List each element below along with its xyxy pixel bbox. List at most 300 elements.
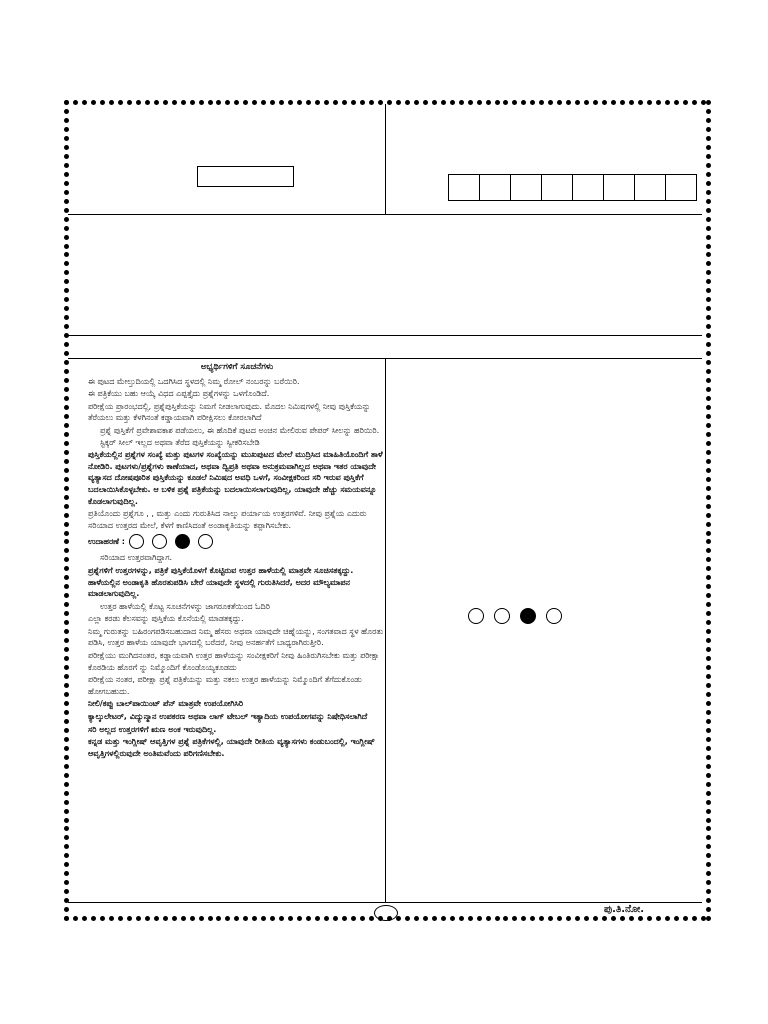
instruction-item: ಪರೀಕ್ಷೆಯ ನಂತರ, ಪರೀಕ್ಷಾ ಪ್ರಶ್ನೆ ಪತ್ರಿಕೆಯನ್ನು ಮತ್ತು ನಕಲು ಉತ್ತರ ಹಾಳೆಯನ್ನು ನಿಮ್ಮೊಂದಿಗೆ ತೆಗೆದುಕೊಂಡು ಹೋಗಬಹುದು. xyxy=(88,675,362,696)
border-dot xyxy=(706,746,711,751)
border-dot xyxy=(584,100,589,105)
border-dot xyxy=(706,665,711,670)
border-dot xyxy=(503,916,508,921)
border-dot xyxy=(530,916,535,921)
border-dot xyxy=(64,871,69,876)
border-dot xyxy=(64,199,69,204)
border-dot xyxy=(706,871,711,876)
border-dot xyxy=(145,916,150,921)
border-dot xyxy=(706,647,711,652)
border-dot xyxy=(64,127,69,132)
border-dot xyxy=(64,172,69,177)
border-dot xyxy=(548,916,553,921)
border-dot xyxy=(387,100,392,105)
border-dot xyxy=(279,916,284,921)
border-dot xyxy=(64,575,69,580)
border-dot xyxy=(656,916,661,921)
please-turn-over: ಪು.ತಿ.ನೋ. xyxy=(604,904,645,915)
border-dot xyxy=(64,593,69,598)
border-dot xyxy=(64,638,69,643)
border-dot xyxy=(706,504,711,509)
border-dot xyxy=(199,916,204,921)
example-bubble xyxy=(546,608,562,624)
border-dot xyxy=(64,235,69,240)
border-dot xyxy=(706,593,711,598)
border-dot xyxy=(706,244,711,249)
border-dot xyxy=(64,414,69,419)
border-dot xyxy=(706,342,711,347)
border-dot xyxy=(706,279,711,284)
border-dot xyxy=(306,916,311,921)
border-dot xyxy=(706,306,711,311)
example-note: ಸರಿಯಾದ ಉತ್ತರವಾಗಿದ್ದಾಗ. xyxy=(100,553,173,563)
border-dot xyxy=(468,916,473,921)
border-dot xyxy=(64,602,69,607)
border-dot xyxy=(64,477,69,482)
border-dot xyxy=(64,261,69,266)
border-dot xyxy=(620,100,625,105)
border-dot xyxy=(706,172,711,177)
border-dot xyxy=(100,916,105,921)
border-dot xyxy=(706,710,711,715)
border-dot xyxy=(127,916,132,921)
border-dot xyxy=(477,100,482,105)
border-dot xyxy=(324,100,329,105)
border-dot xyxy=(163,916,168,921)
roll-digit-box[interactable] xyxy=(511,175,542,200)
border-dot xyxy=(706,557,711,562)
border-dot xyxy=(64,620,69,625)
border-dot xyxy=(706,683,711,688)
border-dot xyxy=(64,378,69,383)
border-dot xyxy=(118,916,123,921)
border-dot xyxy=(706,800,711,805)
border-dot xyxy=(136,916,141,921)
border-dot xyxy=(360,100,365,105)
border-dot xyxy=(64,531,69,536)
roll-digit-box[interactable] xyxy=(666,175,696,200)
border-dot xyxy=(100,100,105,105)
roll-digit-box[interactable] xyxy=(542,175,573,200)
border-dot xyxy=(706,674,711,679)
border-dot xyxy=(64,853,69,858)
border-dot xyxy=(64,145,69,150)
border-dot xyxy=(706,826,711,831)
page-number-oval xyxy=(374,905,398,921)
border-dot xyxy=(109,916,114,921)
border-dot xyxy=(64,190,69,195)
border-dot xyxy=(706,764,711,769)
border-dot xyxy=(602,916,607,921)
border-dot xyxy=(706,288,711,293)
border-dot xyxy=(64,764,69,769)
border-dot xyxy=(706,844,711,849)
border-dot xyxy=(64,692,69,697)
border-dot xyxy=(521,100,526,105)
border-dot xyxy=(225,916,230,921)
border-dot xyxy=(297,916,302,921)
border-dot xyxy=(414,916,419,921)
border-dot xyxy=(486,100,491,105)
border-dot xyxy=(64,423,69,428)
border-dot xyxy=(172,100,177,105)
border-dot xyxy=(706,755,711,760)
roll-digit-box[interactable] xyxy=(449,175,480,200)
border-dot xyxy=(91,100,96,105)
border-dot xyxy=(706,252,711,257)
border-dot xyxy=(706,728,711,733)
border-dot xyxy=(64,351,69,356)
border-dot xyxy=(64,656,69,661)
border-dot xyxy=(64,486,69,491)
border-dot xyxy=(64,880,69,885)
border-dot xyxy=(539,100,544,105)
border-dot xyxy=(706,835,711,840)
border-dot xyxy=(64,800,69,805)
border-dot xyxy=(64,513,69,518)
border-dot xyxy=(261,100,266,105)
border-dot xyxy=(432,916,437,921)
dotted-border-right xyxy=(706,100,714,922)
border-dot xyxy=(64,746,69,751)
border-dot xyxy=(706,575,711,580)
border-dot xyxy=(450,916,455,921)
border-dot xyxy=(64,728,69,733)
border-dot xyxy=(706,880,711,885)
border-dot xyxy=(163,100,168,105)
border-dot xyxy=(638,916,643,921)
border-dot xyxy=(64,862,69,867)
border-dot xyxy=(706,692,711,697)
border-dot xyxy=(64,566,69,571)
border-dot xyxy=(64,396,69,401)
border-dot xyxy=(593,916,598,921)
border-dot xyxy=(64,315,69,320)
border-dot xyxy=(270,916,275,921)
border-dot xyxy=(64,791,69,796)
roll-digit-box[interactable] xyxy=(573,175,604,200)
border-dot xyxy=(136,100,141,105)
border-dot xyxy=(575,916,580,921)
border-dot xyxy=(145,100,150,105)
instruction-item: ಕನ್ನಡ ಮತ್ತು ಇಂಗ್ಲೀಷ್ ಆವೃತ್ತಿಗಳ ಪ್ರಶ್ನೆ ಪತ್ರಿಕೆಗಳಲ್ಲಿ, ಯಾವುದೇ ರೀತಿಯ ವ್ಯತ್ಯಾಸಗಳು ಕಂಡುಬಂದಲ್ಲಿ, ಇಂಗ್ಲೀಷ್ ಆವೃತ್ತಿಗಳಲ್ಲಿರುವುದೇ ಅಂತಿಮವೆಂದು ಪರಿಗಣಿಸಬೇಕು. xyxy=(88,737,375,758)
border-dot xyxy=(495,916,500,921)
border-dot xyxy=(706,862,711,867)
border-dot xyxy=(477,916,482,921)
border-dot xyxy=(234,100,239,105)
border-dot xyxy=(441,100,446,105)
border-dot xyxy=(243,100,248,105)
border-dot xyxy=(216,916,221,921)
roll-digit-box[interactable] xyxy=(480,175,511,200)
instructions-title: ಅಭ್ಯರ್ಥಿಗಳಿಗೆ ಸೂಚನೆಗಳು xyxy=(200,362,274,372)
border-dot xyxy=(530,100,535,105)
border-dot xyxy=(683,100,688,105)
example-row xyxy=(88,534,386,549)
border-dot xyxy=(706,109,711,114)
border-dot xyxy=(64,279,69,284)
border-dot xyxy=(109,100,114,105)
border-dot xyxy=(64,441,69,446)
border-dot xyxy=(423,100,428,105)
border-dot xyxy=(706,782,711,787)
border-dot xyxy=(566,916,571,921)
border-dot xyxy=(468,100,473,105)
border-dot xyxy=(64,647,69,652)
border-dot xyxy=(190,916,195,921)
border-dot xyxy=(706,531,711,536)
border-dot xyxy=(638,100,643,105)
border-dot xyxy=(369,100,374,105)
border-dot xyxy=(432,100,437,105)
border-dot xyxy=(216,100,221,105)
border-dot xyxy=(64,701,69,706)
border-dot xyxy=(64,297,69,302)
border-dot xyxy=(324,916,329,921)
border-dot xyxy=(64,611,69,616)
border-dot xyxy=(706,853,711,858)
border-dot xyxy=(82,100,87,105)
border-dot xyxy=(64,450,69,455)
divider xyxy=(68,335,702,336)
border-dot xyxy=(73,100,78,105)
border-dot xyxy=(64,109,69,114)
border-dot xyxy=(252,916,257,921)
border-dot xyxy=(64,387,69,392)
border-dot xyxy=(706,199,711,204)
border-dot xyxy=(459,100,464,105)
border-dot xyxy=(64,782,69,787)
border-dot xyxy=(118,100,123,105)
border-dot xyxy=(692,916,697,921)
border-dot xyxy=(450,100,455,105)
border-dot xyxy=(64,154,69,159)
border-dot xyxy=(225,100,230,105)
border-dot xyxy=(351,100,356,105)
border-dot xyxy=(557,916,562,921)
border-dot xyxy=(486,916,491,921)
border-dot xyxy=(521,916,526,921)
border-dot xyxy=(261,916,266,921)
border-dot xyxy=(706,898,711,903)
border-dot xyxy=(414,100,419,105)
border-dot xyxy=(706,360,711,365)
border-dot xyxy=(64,306,69,311)
border-dot xyxy=(575,100,580,105)
border-dot xyxy=(706,405,711,410)
border-dot xyxy=(64,270,69,275)
border-dot xyxy=(172,916,177,921)
border-dot xyxy=(706,118,711,123)
border-dot xyxy=(706,611,711,616)
instruction-item: ನಿಮ್ಮ ಗುರುತನ್ನು ಬಹಿರಂಗಪಡಿಸಬಹುದಾದ ನಿಮ್ಮ ಹೆಸರು ಅಥವಾ ಯಾವುದೇ ಚಿಹ್ನೆಯನ್ನು, ಸಂಗತವಾದ ಸ್ಥಳ ಹೊರತು ಪಡಿಸಿ, ಉತ್ತರ ಹಾಳೆಯ ಯಾವುದೇ ಭಾಗದಲ್ಲಿ ಬರೆದರೆ, ನೀವು ಅನರ್ಹತೆಗೆ ಬಾಧ್ಯರಾಗಿರುತ್ತೀರಿ. xyxy=(88,626,384,648)
border-dot xyxy=(706,477,711,482)
example-bubble xyxy=(198,534,213,549)
border-dot xyxy=(706,154,711,159)
border-dot xyxy=(611,100,616,105)
instruction-item: ಕ್ಯಾಲ್ಕುಲೇಟರ್, ವಿದ್ಯುನ್ಮಾನ ಉಪಕರಣ ಅಥವಾ ಲಾಗ್ ಟೇಬಲ್ ಇತ್ಯಾದಿಯ ಉಪಯೋಗವನ್ನು ನಿಷೇಧಿಸಲಾಗಿದೆ xyxy=(88,712,368,722)
example-bubble-filled xyxy=(520,608,536,624)
border-dot xyxy=(611,916,616,921)
example-label: ಉದಾಹರಣೆ : xyxy=(88,537,125,547)
border-dot xyxy=(706,468,711,473)
border-dot xyxy=(181,916,186,921)
border-dot xyxy=(154,916,159,921)
border-dot xyxy=(706,261,711,266)
border-dot xyxy=(64,181,69,186)
border-dot xyxy=(199,100,204,105)
border-dot xyxy=(706,315,711,320)
border-dot xyxy=(706,450,711,455)
border-dot xyxy=(64,208,69,213)
border-dot xyxy=(647,100,652,105)
border-dot xyxy=(647,916,652,921)
border-dot xyxy=(64,405,69,410)
border-dot xyxy=(64,674,69,679)
divider xyxy=(68,214,702,215)
border-dot xyxy=(706,818,711,823)
border-dot xyxy=(279,100,284,105)
border-dot xyxy=(706,270,711,275)
instruction-item: ಪುಸ್ತಿಕೆಯಲ್ಲಿನ ಪ್ರಶ್ನೆಗಳ ಸಂಖ್ಯೆ ಮತ್ತು ಪುಟಗಳ ಸಂಖ್ಯೆಯನ್ನು ಮುಖಪುಟದ ಮೇಲೆ ಮುದ್ರಿಸಿದ ಮಾಹಿತಿಯೊಂದಿಗೆ ತಾಳೆ ನೋಡಿರಿ. ಪುಟಗಳು/ಪ್ರಶ್ನೆಗಳು ಕಾಣೆಯಾದ, ಅಥವಾ ದ್ವಿಪ್ರತಿ ಅಥವಾ ಅನುಕ್ರಮವಾಗಿಲ್ಲದ ಅಥವಾ ಇತರ ಯಾವುದೇ ವ್ಯತ್ಯಾಸದ ದೋಷಪೂರಿತ ಪುಸ್ತಿಕೆಯನ್ನು ಕೂಡಲೆ ನಿಮಿಷದ ಅವಧಿ ಒಳಗೆ, ಸಂವೀಕ್ಷಕರಿಂದ ಸರಿ ಇರುವ ಪುಸ್ತಿಕೆಗೆ ಬದಲಾಯಿಸಿಕೊಳ್ಳಬೇಕು. ಆ ಬಳಿಕ ಪ್ರಶ್ನೆ ಪತ್ರಿಕೆಯನ್ನು ಬದಲಾಯಿಸಲಾಗುವುದಿಲ್ಲ, ಯಾವುದೇ ಹೆಚ್ಚು ಸಮಯವನ್ನೂ ಕೊಡಲಾಗುವುದಿಲ್ಲ. xyxy=(88,450,383,506)
border-dot xyxy=(64,432,69,437)
dotted-border-left xyxy=(64,100,72,922)
border-dot xyxy=(706,145,711,150)
border-dot xyxy=(64,136,69,141)
border-dot xyxy=(706,423,711,428)
border-dot xyxy=(396,100,401,105)
border-dot xyxy=(503,100,508,105)
border-dot xyxy=(64,916,69,921)
border-dot xyxy=(706,737,711,742)
border-dot xyxy=(181,100,186,105)
border-dot xyxy=(64,459,69,464)
border-dot xyxy=(154,100,159,105)
instruction-item: ಪ್ರತಿಯೊಂದು ಪ್ರಶ್ನೆಗೂ , , ಮತ್ತು ಎಂದು ಗುರುತಿಸಿದ ನಾಲ್ಕು ಪರ್ಯಾಯ ಉತ್ತರಗಳಿವೆ. ನೀವು ಪ್ರಶ್ನೆಯ ಎದುರು ಸರಿಯಾದ ಉತ್ತರದ ಮೇಲೆ, ಕೆಳಗೆ ಕಾಣಿಸಿದಂತೆ ಅಂಡಾಕೃತಿಯನ್ನು ಕಪ್ಪಾಗಿಸಬೇಕು. xyxy=(88,509,367,530)
border-dot xyxy=(252,100,257,105)
border-dot xyxy=(706,351,711,356)
border-dot xyxy=(342,916,347,921)
border-dot xyxy=(706,136,711,141)
border-dot xyxy=(706,719,711,724)
border-dot xyxy=(706,620,711,625)
border-dot xyxy=(706,324,711,329)
roll-digit-box[interactable] xyxy=(635,175,666,200)
border-dot xyxy=(64,495,69,500)
border-dot xyxy=(64,844,69,849)
border-dot xyxy=(333,100,338,105)
border-dot xyxy=(333,916,338,921)
instructions-panel xyxy=(88,362,386,760)
border-dot xyxy=(459,916,464,921)
border-dot xyxy=(315,100,320,105)
border-dot xyxy=(706,396,711,401)
border-dot xyxy=(706,378,711,383)
border-dot xyxy=(64,369,69,374)
example-bubble xyxy=(494,608,510,624)
border-dot xyxy=(706,773,711,778)
border-dot xyxy=(64,288,69,293)
border-dot xyxy=(674,100,679,105)
border-dot xyxy=(405,100,410,105)
roll-digit-box[interactable] xyxy=(604,175,635,200)
border-dot xyxy=(64,809,69,814)
border-dot xyxy=(629,916,634,921)
border-dot xyxy=(441,916,446,921)
instruction-item: ಪರೀಕ್ಷೆಯು ಮುಗಿದನಂತರ, ಕಡ್ಡಾಯವಾಗಿ ಉತ್ತರ ಹಾಳೆಯನ್ನು ಸಂವೀಕ್ಷಕರಿಗೆ ನೀವು ಹಿಂತಿರುಗಿಸಬೇಕು ಮತ್ತು ಪರೀಕ್ಷಾ ಕೊಠಡಿಯ ಹೊರಗೆ ನ್ನು ನಿಮ್ಮೊಂದಿಗೆ ಕೊಂಡೊಯ್ಯಕೂಡದು xyxy=(88,651,380,672)
border-dot xyxy=(706,333,711,338)
border-dot xyxy=(495,100,500,105)
border-dot xyxy=(593,100,598,105)
border-dot xyxy=(208,916,213,921)
border-dot xyxy=(64,557,69,562)
instruction-item: ಉತ್ತರ ಹಾಳೆಯಲ್ಲಿ ಕೊಟ್ಟ ಸೂಚನೆಗಳನ್ನು ಜಾಗರೂಕತೆಯಿಂದ ಓದಿರಿ xyxy=(100,601,270,611)
border-dot xyxy=(64,889,69,894)
border-dot xyxy=(706,235,711,240)
border-dot xyxy=(64,548,69,553)
border-dot xyxy=(602,100,607,105)
border-dot xyxy=(360,916,365,921)
border-dot xyxy=(706,566,711,571)
border-dot xyxy=(64,584,69,589)
border-dot xyxy=(706,217,711,222)
border-dot xyxy=(64,522,69,527)
border-dot xyxy=(64,719,69,724)
border-dot xyxy=(315,916,320,921)
border-dot xyxy=(706,226,711,231)
border-dot xyxy=(620,916,625,921)
border-dot xyxy=(64,818,69,823)
example-bubble xyxy=(468,608,484,624)
border-dot xyxy=(64,324,69,329)
answer-sheet-number-field[interactable] xyxy=(197,166,294,187)
border-dot xyxy=(706,522,711,527)
border-dot xyxy=(64,468,69,473)
border-dot xyxy=(64,360,69,365)
border-dot xyxy=(706,190,711,195)
border-dot xyxy=(82,916,87,921)
border-dot xyxy=(706,181,711,186)
border-dot xyxy=(405,916,410,921)
instruction-item: ಸರಿ ಅಲ್ಲದ ಉತ್ತರಗಳಿಗೆ ಋಣ ಅಂಕ ಇರುವುದಿಲ್ಲ. xyxy=(88,724,217,734)
border-dot xyxy=(706,127,711,132)
border-dot xyxy=(64,629,69,634)
instruction-item: ಪ್ರಶ್ನೆ ಪುಸ್ತಿಕೆಗೆ ಪ್ರವೇಶಾವಕಾಶ ಪಡೆಯಲು, ಈ ಹೊದಿಕೆ ಪುಟದ ಅಂಚಿನ ಮೇಲಿರುವ ಪೇಪರ್ ಸೀಲನ್ನು ಹರಿಯಿರಿ. ಸ್ಟಿಕ್ಕರ್ ಸೀಲ್ ಇಲ್ಲದ ಅಥವಾ ತೆರೆದ ಪುಸ್ತಿಕೆಯನ್ನು ಸ್ವೀಕರಿಸಬೇಡಿ xyxy=(100,425,380,447)
border-dot xyxy=(665,100,670,105)
border-dot xyxy=(64,907,69,912)
border-dot xyxy=(64,835,69,840)
border-dot xyxy=(706,916,711,921)
border-dot xyxy=(706,638,711,643)
border-dot xyxy=(706,907,711,912)
instruction-item: ಪರೀಕ್ಷೆಯ ಪ್ರಾರಂಭದಲ್ಲಿ, ಪ್ರಶ್ನೆಪುಸ್ತಿಕೆಯನ್ನು ನಿಮಗೆ ನೀಡಲಾಗುವುದು. ಮೊದಲ ನಿಮಿಷಗಳಲ್ಲಿ ನೀವು ಪುಸ್ತಿಕೆಯನ್ನು ತೆರೆಯಲು ಮತ್ತು ಕೆಳಗಿನಂತೆ ಕಡ್ಡಾಯವಾಗಿ ಪರೀಕ್ಷಿಸಲು ಕೋರಲಾಗಿದೆ xyxy=(88,401,371,423)
border-dot xyxy=(64,737,69,742)
border-dot xyxy=(270,100,275,105)
border-dot xyxy=(64,773,69,778)
border-dot xyxy=(64,665,69,670)
border-dot xyxy=(64,226,69,231)
border-dot xyxy=(706,513,711,518)
border-dot xyxy=(512,100,517,105)
instruction-item: ನೀಲಿ/ಕಪ್ಪು ಬಾಲ್‌ಪಾಯಿಂಟ್ ಪೆನ್ ಮಾತ್ರವೇ ಉಪಯೋಗಿಸಿರಿ xyxy=(88,699,244,709)
roll-number-boxes[interactable] xyxy=(448,174,697,201)
border-dot xyxy=(665,916,670,921)
instruction-item: ಪ್ರಶ್ನೆಗಳಿಗೆ ಉತ್ತರಗಳನ್ನು, ಪತ್ರಿಕೆ ಪುಸ್ತಿಕೆಯೊಳಗೆ ಕೊಟ್ಟಿರುವ ಉತ್ತರ ಹಾಳೆಯಲ್ಲಿ ಮಾತ್ರವೇ ಸೂಚಿಸತಕ್ಕದ್ದು. ಹಾಳೆಯಲ್ಲಿನ ಅಂಡಾಕೃತಿ ಹೊರತುಪಡಿಸಿ ಬೇರೆ ಯಾವುದೇ ಸ್ಥಳದಲ್ಲಿ ಗುರುತಿಸಿದರೆ, ಅದರ ಮೌಲ್ಯಮಾಪನ ಮಾಡಲಾಗುವುದಿಲ್ಲ. xyxy=(88,565,354,599)
border-dot xyxy=(288,916,293,921)
border-dot xyxy=(342,100,347,105)
border-dot xyxy=(64,118,69,123)
border-dot xyxy=(64,755,69,760)
